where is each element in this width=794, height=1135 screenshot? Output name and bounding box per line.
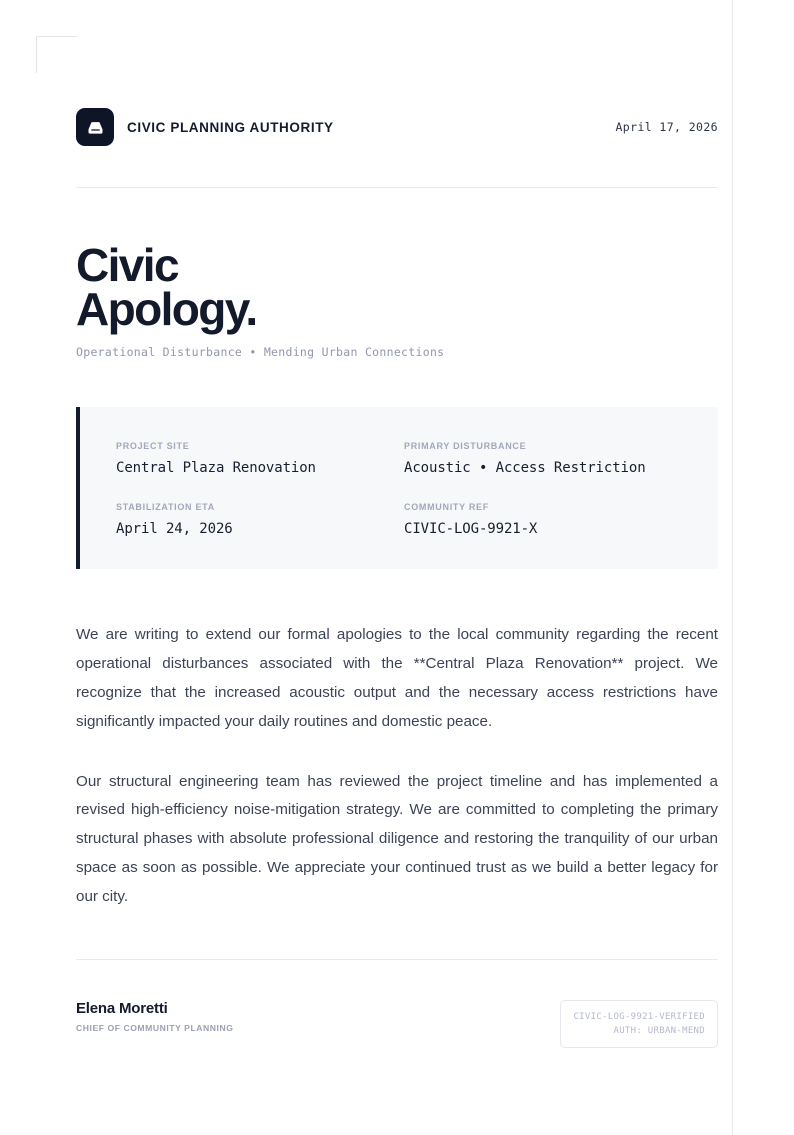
signature-block bbox=[76, 1000, 233, 1033]
footer-divider bbox=[76, 959, 718, 960]
corner-bracket-decoration bbox=[36, 36, 77, 73]
meta-label: COMMUNITY REF bbox=[404, 502, 489, 513]
verification-stamp-line-1: CIVIC-LOG-9921-VERIFIED bbox=[573, 1011, 705, 1022]
meta-value: Central Plaza Renovation bbox=[116, 460, 316, 477]
meta-value: Acoustic • Access Restriction bbox=[404, 460, 646, 477]
page-title-line-1: Civic bbox=[76, 239, 178, 291]
meta-label: PROJECT SITE bbox=[116, 441, 190, 452]
brand-name: CIVIC PLANNING AUTHORITY bbox=[127, 119, 334, 135]
page-title bbox=[76, 239, 718, 335]
meta-field-stabilization-eta bbox=[116, 502, 394, 537]
letter-body bbox=[76, 621, 718, 911]
body-paragraph-2: Our structural engineering team has reviewed the project timeline and has implemented a revised high-efficiency noise-mitigation strategy. We are committed to completing the primary structural phases with absolute professional diligence and restoring the tranquility of our urban space as soon as possible. We appreciate your continued trust as we build a better legacy for our city. bbox=[76, 772, 718, 905]
brand-lockup bbox=[76, 108, 334, 146]
document-footer bbox=[76, 1000, 718, 1048]
meta-label: PRIMARY DISTURBANCE bbox=[404, 441, 527, 452]
inbox-tray-icon bbox=[76, 108, 114, 146]
title-block bbox=[76, 239, 718, 360]
meta-value: April 24, 2026 bbox=[116, 521, 233, 538]
verification-stamp-line-2: AUTH: URBAN-MEND bbox=[613, 1025, 705, 1036]
document-content-column bbox=[76, 0, 718, 1048]
page-gutter bbox=[734, 0, 794, 1135]
meta-field-primary-disturbance bbox=[404, 441, 682, 476]
document-header bbox=[76, 0, 718, 146]
body-paragraph-1: We are writing to extend our formal apologies to the local community regarding the recent operational disturbances associated with the **Central Plaza Renovation** project. We recognize that the increased acoustic output and the necessary access restrictions have significantly impacted your daily routines and domestic peace. bbox=[76, 626, 718, 730]
signer-role: CHIEF OF COMMUNITY PLANNING bbox=[76, 1022, 234, 1033]
page-subtitle: Operational Disturbance • Mending Urban Connections bbox=[76, 345, 445, 360]
header-divider bbox=[76, 187, 718, 188]
page-title-line-2: Apology. bbox=[76, 282, 257, 335]
document-date: April 17, 2026 bbox=[615, 120, 718, 134]
meta-value: CIVIC-LOG-9921-X bbox=[404, 521, 538, 538]
meta-field-project-site bbox=[116, 441, 394, 476]
project-details-card bbox=[76, 407, 718, 569]
meta-field-community-ref bbox=[404, 502, 682, 537]
meta-label: STABILIZATION ETA bbox=[116, 502, 215, 513]
verification-stamp bbox=[560, 1000, 718, 1048]
signer-name: Elena Moretti bbox=[76, 999, 168, 1017]
